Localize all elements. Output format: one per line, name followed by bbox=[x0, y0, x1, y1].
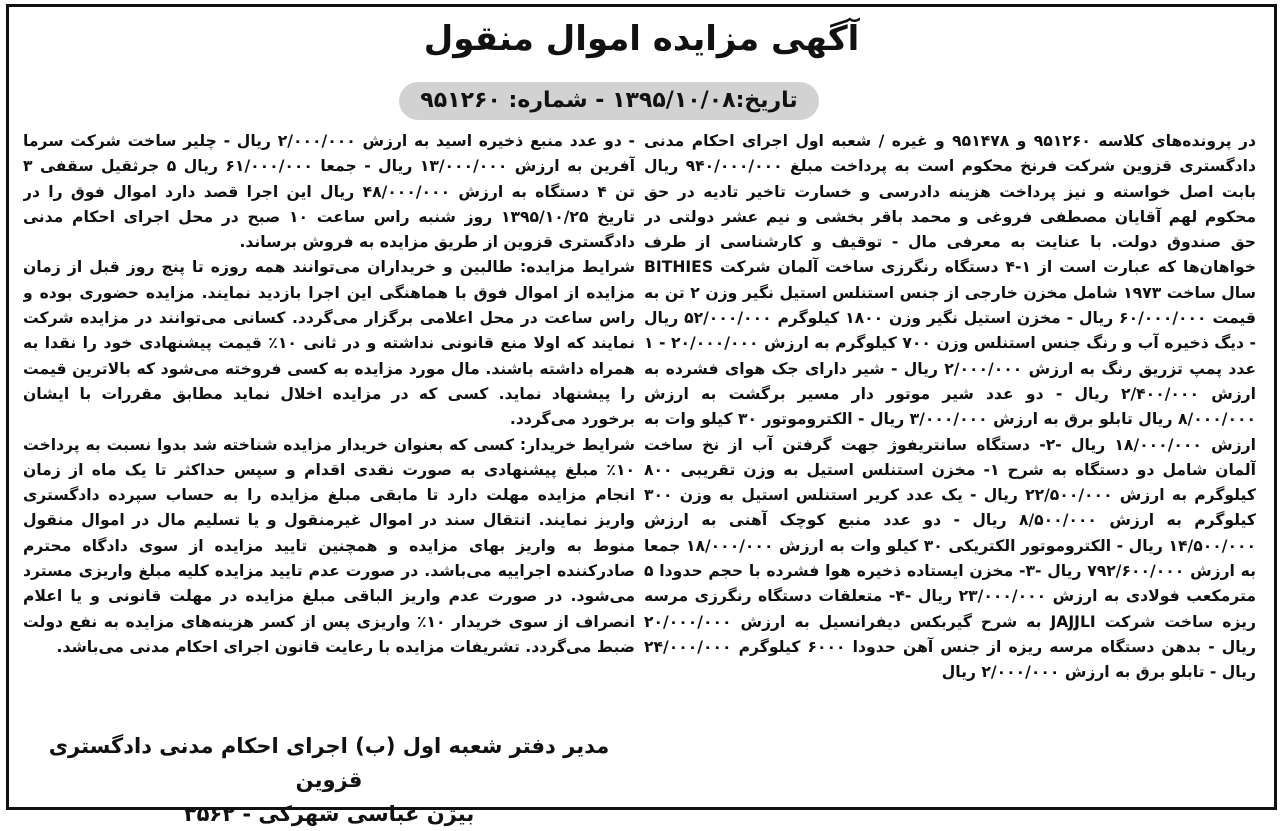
signature-name: بیژن عباسی شهرکی - ۳۵۶۲ bbox=[183, 802, 475, 826]
left-paragraph: شرایط خریدار: کسی که بعنوان خریدار مزایده شناخته شد بدوا نسبت به پرداخت ۱۰٪ مبلغ پیشنهادی به صورت نقدی اقدام و سپس حداکثر تا یک ماه از زمان انجام مزایده مهلت دارد تا مابقی مبلغ مزایده را به حساب سپرده دادگستری واریز نمایند. انتقال سند در اموال غیرمنقول و یا تسلیم مال در اموال منقول منوط به واریز بهای مزایده و همچنین تایید مزایده از سوی دادگاه محترم صادرکننده اجراییه می‌باشد. در صورت عدم تایید مزایده کلیه مبلغ واریزی مسترد می‌شود. در صورت عدم واریز الباقی مبلغ مزایده در مهلت قانونی و یا اعلام انصراف از سوی خریدار ۱۰٪ واریزی پس از کسر هزینه‌های مزایده به نفع دولت ضبط می‌گردد. تشریفات مزایده با رعایت قانون اجرای احکام مدنی می‌باشد. bbox=[23, 435, 635, 656]
notice-title: آگهی مزایده اموال منقول bbox=[423, 19, 860, 59]
date-number-bar: تاریخ:۱۳۹۵/۱۰/۰۸ - شماره: ۹۵۱۲۶۰ bbox=[399, 82, 819, 120]
left-paragraph: - دو عدد منبع ذخیره اسید به ارزش ۲/۰۰۰/۰۰۰ ریال - چلیر ساخت شرکت سرما آفرین به ارزش ۱۳/۰۰۰/۰۰۰ ریال - جمعا ۶۱/۰۰۰/۰۰۰ ریال ۵ جرثقیل سقفی ۳ تن ۴ دستگاه به ارزش ۴۸/۰۰۰/۰۰۰ ریال این اجرا قصد دارد اموال فوق را در تاریخ ۱۳۹۵/۱۰/۲۵ روز شنبه راس ساعت ۱۰ صبح در محل اجرای احکام مدنی دادگستری قزوین از طریق مزایده به فروش برساند. bbox=[23, 132, 635, 252]
signature-title: مدیر دفتر شعبه اول (ب) اجرای احکام مدنی دادگستری قزوین bbox=[48, 734, 610, 792]
notice-frame bbox=[6, 4, 1277, 826]
right-text-column bbox=[644, 129, 1256, 804]
left-text-column bbox=[23, 129, 635, 719]
left-paragraph: شرایط مزایده: طالبین و خریداران می‌توانند همه روزه تا پنج روز قبل از زمان مزایده از اموال فوق با هماهنگی این اجرا بازدید نمایند. مزایده حضوری بوده و راس ساعت در محل اعلامی برگزار می‌گردد. کسانی می‌توانند در مزایده شرکت نمایند که اولا منع قانونی نداشته و در ثانی ۱۰٪ قیمت پیشنهادی خود را نقدا به همراه داشته باشند. مال مورد مزایده به کسی فروخته می‌شود که بالاترین قیمت را پیشنهاد نماید. کسی که در مزایده اخلال نماید مطابق مقررات با ایشان برخورد می‌گردد. bbox=[23, 258, 635, 429]
right-paragraph: در پرونده‌های کلاسه ۹۵۱۲۶۰ و ۹۵۱۴۷۸ و غیره / شعبه اول اجرای احکام مدنی دادگستری قزوین شرکت فرنخ محکوم است به پرداخت مبلغ ۹۴۰/۰۰۰/۰۰۰ ریال بابت اصل خواسته و نیز پرداخت هزینه دادرسی و خسارت تاخیر تادیه در حق محکوم لهم آقایان مصطفی فروغی و محمد باقر بخشی و نیم عشر دولتی در حق صندوق دولت. با عنایت به معرفی مال - توقیف و کارشناسی از طرف خواهان‌ها که عبارت است از ۱-۴ دستگاه رنگرزی ساخت آلمان شرکت BITHIES سال ساخت ۱۹۷۳ شامل مخزن خارجی از جنس استنلس استیل نگیر وزن ۲ تن به قیمت ۶۰/۰۰۰/۰۰۰ ریال - مخزن استیل نگیر وزن ۱۸۰۰ کیلوگرم ۵۲/۰۰۰/۰۰۰ ریال - دیگ ذخیره آب و رنگ جنس استنلس وزن ۷۰۰ کیلوگرم به ارزش ۲۰/۰۰۰/۰۰۰ - ۱ عدد پمپ تزریق رنگ به ارزش ۲/۰۰۰/۰۰۰ ریال - شیر دارای جک هوای فشرده به ارزش ۲/۴۰۰/۰۰۰ ریال - دو عدد شیر موتور دار مسیر برگشت به ارزش ۸/۰۰۰/۰۰۰ ریال تابلو برق به ارزش ۳/۰۰۰/۰۰۰ ریال - الکتروموتور ۳۰ کیلو وات به ارزش ۱۸/۰۰۰/۰۰۰ ریال -۲- دستگاه سانتریفوژ جهت گرفتن آب از نخ ساخت آلمان شامل دو دستگاه به شرح ۱- مخزن استنلس استیل به وزن تقریبی ۸۰۰ کیلوگرم به ارزش ۲۲/۵۰۰/۰۰۰ ریال - یک عدد کریر استنلس استیل به وزن ۳۰۰ کیلوگرم به ارزش ۸/۵۰۰/۰۰۰ ریال - دو عدد منبع کوچک آهنی به ارزش ۱۴/۵۰۰/۰۰۰ ریال - الکتروموتور الکتریکی ۳۰ کیلو وات به ارزش ۱۸/۰۰۰/۰۰۰ جمعا به ارزش ۷۹۲/۶۰۰/۰۰۰ ریال -۳- مخزن ایستاده ذخیره هوا فشرده با حجم حدودا ۵ مترمکعب فولادی به ارزش ۲۳/۰۰۰/۰۰۰ ریال -۴- متعلقات دستگاه رنگرزی مرسه ریزه ساخت شرکت JAJJLI به شرح گیربکس دیفرانسیل به ارزش ۲۰/۰۰۰/۰۰۰ ریال - بدهن دستگاه مرسه ریزه از جنس آهن حدودا ۶۰۰۰ کیلوگرم ۲۴/۰۰۰/۰۰۰ ریال - تابلو برق به ارزش ۲/۰۰۰/۰۰۰ ریال bbox=[644, 132, 1256, 682]
